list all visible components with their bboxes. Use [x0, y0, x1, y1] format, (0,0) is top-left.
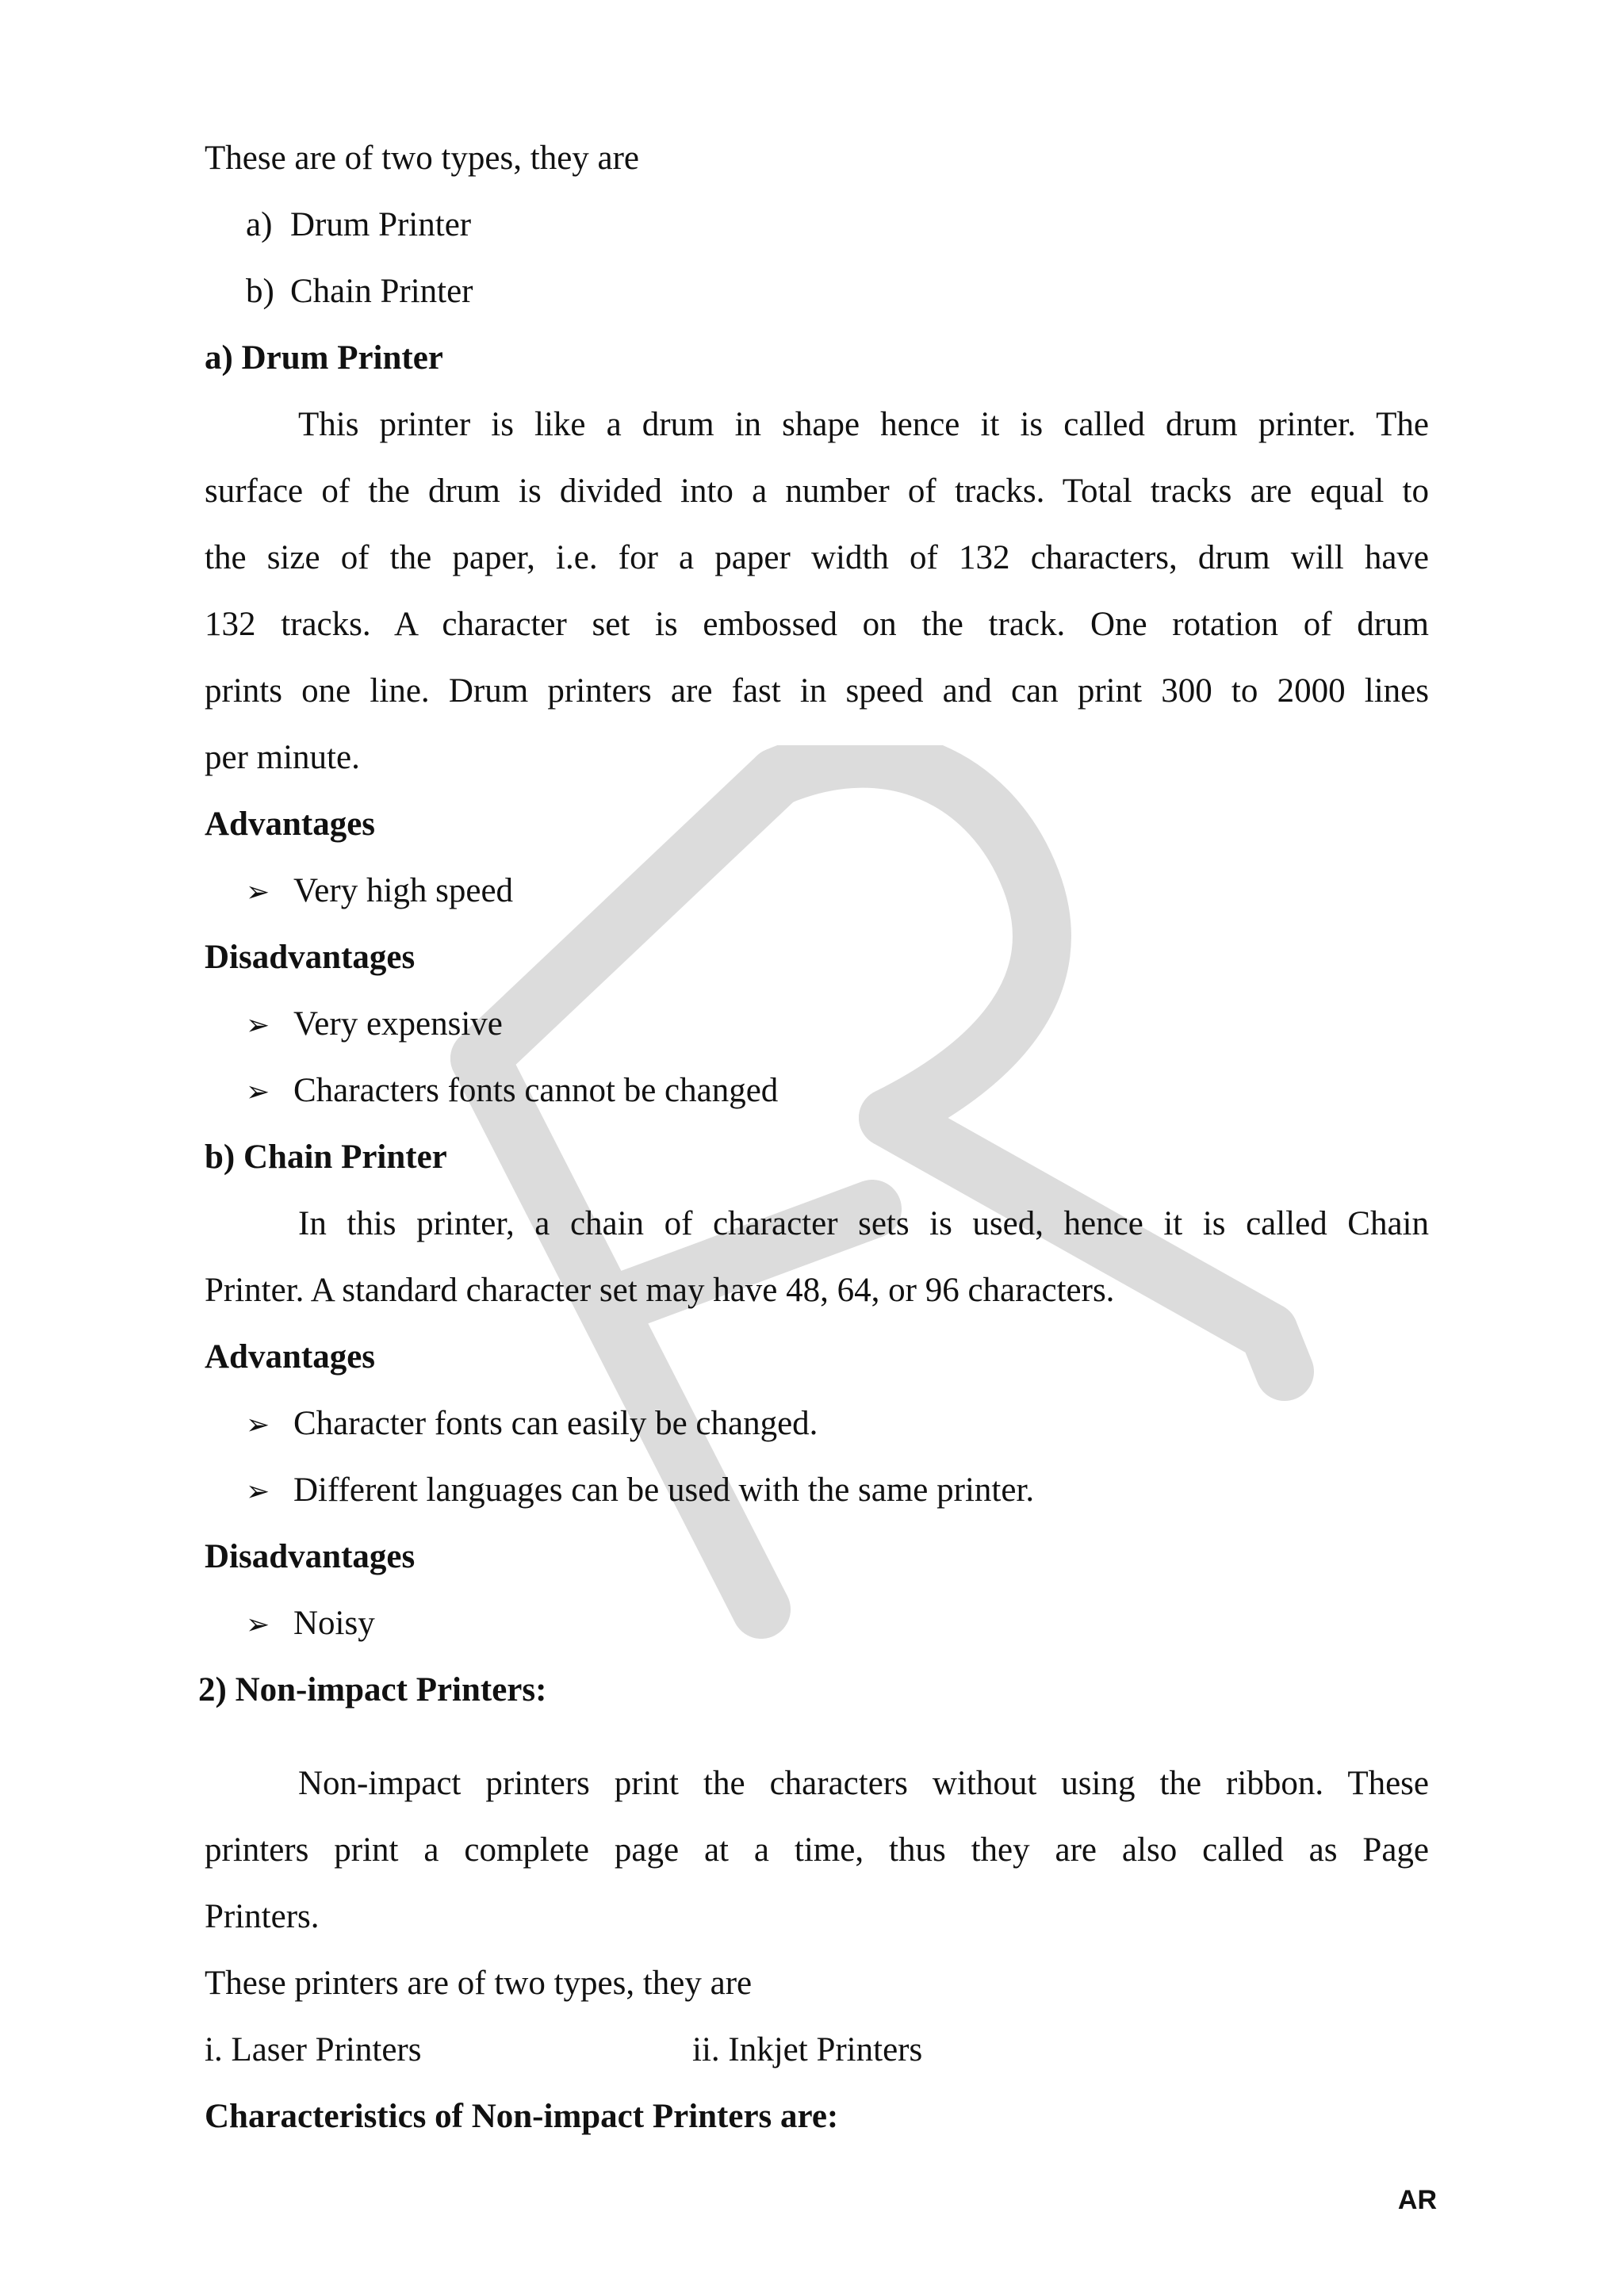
list-marker: b)	[246, 273, 274, 310]
chain-disadvantages-heading: Disadvantages	[205, 1538, 416, 1575]
bullet-text: Characters fonts cannot be changed	[293, 1072, 779, 1109]
non-impact-paragraph-line: Printers.	[205, 1898, 320, 1935]
arrow-bullet-icon: ➢	[246, 1609, 270, 1641]
drum-advantages-heading: Advantages	[205, 806, 376, 843]
bullet-text: Noisy	[293, 1605, 375, 1642]
chain-printer-heading: b) Chain Printer	[205, 1138, 447, 1176]
non-impact-types-intro: These printers are of two types, they are	[205, 1965, 753, 2002]
drum-disadvantages-heading: Disadvantages	[205, 939, 416, 976]
bullet-item	[246, 1603, 375, 1646]
arrow-bullet-icon: ➢	[246, 1475, 270, 1508]
non-impact-heading: 2) Non-impact Printers:	[198, 1671, 547, 1709]
bullet-text: Very high speed	[293, 872, 514, 909]
list-marker: a)	[246, 206, 273, 243]
intro-text: These are of two types, they are	[205, 140, 640, 177]
bullet-item	[246, 1004, 503, 1047]
drum-paragraph-line: 132 tracks. A character set is embossed on the track. One rotation of drum	[205, 606, 1429, 643]
bullet-item	[246, 871, 513, 913]
characteristics-heading: Characteristics of Non-impact Printers are:	[205, 2098, 839, 2135]
bullet-item	[246, 1470, 1034, 1513]
non-impact-types-row	[205, 2030, 1429, 2071]
type-list-item	[246, 271, 473, 312]
drum-paragraph-line: surface of the drum is divided into a number of tracks. Total tracks are equal to	[205, 473, 1429, 510]
drum-printer-heading: a) Drum Printer	[205, 339, 443, 377]
list-item-text: Chain Printer	[290, 273, 473, 310]
bullet-text: Different languages can be used with the same printer.	[293, 1471, 1035, 1509]
chain-paragraph-line: Printer. A standard character set may have 48, 64, or 96 characters.	[205, 1272, 1115, 1309]
footer-mark: AR	[1397, 2185, 1437, 2215]
drum-paragraph-line: prints one line. Drum printers are fast in speed and can print 300 to 2000 lines	[205, 672, 1429, 710]
arrow-bullet-icon: ➢	[246, 1409, 270, 1441]
list-item-text: Drum Printer	[290, 206, 472, 243]
bullet-text: Very expensive	[293, 1005, 503, 1043]
drum-paragraph-line: the size of the paper, i.e. for a paper width of 132 characters, drum will have	[205, 539, 1429, 576]
chain-paragraph-line: In this printer, a chain of character sets is used, hence it is called Chain	[298, 1205, 1429, 1242]
non-impact-paragraph-line: printers print a complete page at a time, thus they are also called as Page	[205, 1831, 1429, 1869]
arrow-bullet-icon: ➢	[246, 1009, 270, 1042]
type-inkjet: ii. Inkjet Printers	[692, 2031, 923, 2068]
arrow-bullet-icon: ➢	[246, 1076, 270, 1108]
non-impact-paragraph-line: Non-impact printers print the characters without using the ribbon. These	[298, 1765, 1429, 1802]
drum-paragraph-line: This printer is like a drum in shape hence it is called drum printer. The	[298, 406, 1429, 443]
chain-advantages-heading: Advantages	[205, 1338, 376, 1376]
bullet-item	[246, 1070, 778, 1113]
arrow-bullet-icon: ➢	[246, 876, 270, 909]
bullet-item	[246, 1403, 818, 1446]
drum-paragraph-line: per minute.	[205, 739, 360, 776]
type-list-item	[246, 205, 471, 246]
type-laser: i. Laser Printers	[205, 2031, 422, 2068]
bullet-text: Character fonts can easily be changed.	[293, 1405, 818, 1442]
